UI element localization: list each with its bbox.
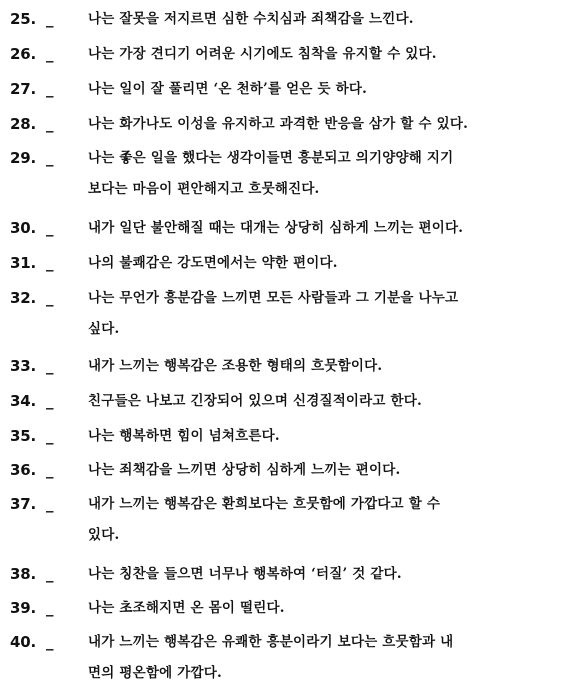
item-number: 26. (10, 45, 36, 63)
answer-blank: _ (46, 149, 54, 167)
item-number: 25. (10, 10, 36, 28)
answer-blank: _ (46, 45, 54, 63)
item-text: 친구들은 나보고 긴장되어 있으며 신경질적이라고 한다. (88, 393, 422, 409)
item-text: 내가 일단 불안해질 때는 대개는 상당히 심하게 느끼는 편이다. (88, 220, 464, 236)
item-number: 35. (10, 427, 36, 445)
item-number: 29. (10, 149, 36, 167)
item-text-continued: 보다는 마음이 편안해지고 흐뭇해진다. (88, 181, 320, 197)
item-number: 31. (10, 254, 36, 272)
item-text: 나의 불쾌감은 강도면에서는 약한 편이다. (88, 255, 338, 271)
answer-blank: _ (46, 633, 54, 651)
answer-blank: _ (46, 10, 54, 28)
item-text: 나는 가장 견디기 어려운 시기에도 침착을 유지할 수 있다. (88, 46, 437, 62)
item-text: 나는 화가나도 이성을 유지하고 과격한 반응을 삼가 할 수 있다. (88, 116, 469, 132)
item-text: 나는 칭찬을 들으면 너무나 행복하여 ‘터질’ 것 같다. (88, 566, 402, 582)
answer-blank: _ (46, 254, 54, 272)
item-number: 27. (10, 80, 36, 98)
answer-blank: _ (46, 495, 54, 513)
item-text: 나는 잘못을 저지르면 심한 수치심과 죄책감을 느낀다. (88, 11, 414, 27)
item-text: 나는 죄책감을 느끼면 상당히 심하게 느끼는 편이다. (88, 462, 401, 478)
answer-blank: _ (46, 80, 54, 98)
answer-blank: _ (46, 392, 54, 410)
item-text: 내가 느끼는 행복감은 조용한 형태의 흐뭇함이다. (88, 358, 383, 374)
item-text: 나는 일이 잘 풀리면 ‘온 천하’를 얻은 듯 하다. (88, 81, 367, 97)
item-text: 나는 초조해지면 온 몸이 떨린다. (88, 600, 285, 616)
answer-blank: _ (46, 289, 54, 307)
answer-blank: _ (46, 461, 54, 479)
item-number: 32. (10, 289, 36, 307)
item-text-continued: 있다. (88, 527, 120, 543)
answer-blank: _ (46, 427, 54, 445)
item-text: 내가 느끼는 행복감은 환희보다는 흐뭇함에 가깝다고 할 수 (88, 496, 441, 512)
item-number: 37. (10, 495, 36, 513)
item-text-continued: 싶다. (88, 321, 120, 337)
item-text: 나는 행복하면 힘이 넘쳐흐른다. (88, 428, 280, 444)
item-number: 39. (10, 599, 36, 617)
answer-blank: _ (46, 115, 54, 133)
item-text: 나는 좋은 일을 했다는 생각이들면 흥분되고 의기양양해 지기 (88, 150, 454, 166)
item-text: 나는 무언가 흥분감을 느끼면 모든 사람들과 그 기분을 나누고 (88, 290, 459, 306)
item-number: 33. (10, 357, 36, 375)
item-number: 34. (10, 392, 36, 410)
answer-blank: _ (46, 357, 54, 375)
item-number: 28. (10, 115, 36, 133)
answer-blank: _ (46, 219, 54, 237)
answer-blank: _ (46, 599, 54, 617)
item-number: 40. (10, 633, 36, 651)
item-text: 내가 느끼는 행복감은 유쾌한 흥분이라기 보다는 흐뭇함과 내 (88, 634, 454, 650)
answer-blank: _ (46, 565, 54, 583)
item-number: 38. (10, 565, 36, 583)
item-text-continued: 면의 평온함에 가깝다. (88, 665, 222, 681)
item-number: 36. (10, 461, 36, 479)
item-number: 30. (10, 219, 36, 237)
